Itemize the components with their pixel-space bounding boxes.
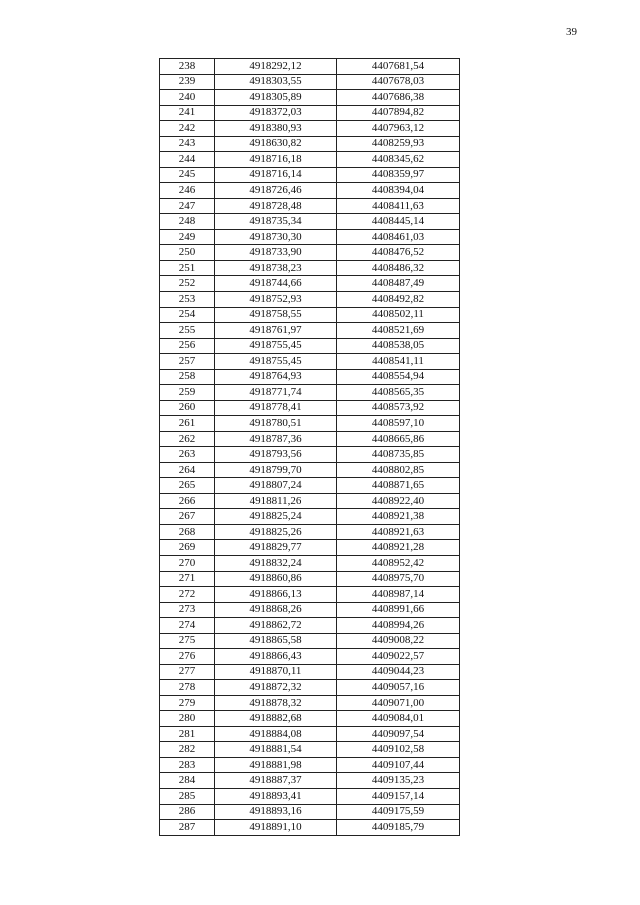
table-row (160, 431, 460, 447)
point-number-cell: 269 (160, 540, 215, 556)
x-coordinate-cell: 4918630,82 (215, 136, 337, 152)
table-row (160, 385, 460, 401)
y-coordinate-cell: 4408461,03 (337, 229, 460, 245)
point-number-cell: 246 (160, 183, 215, 199)
y-coordinate-cell: 4408554,94 (337, 369, 460, 385)
y-coordinate-cell: 4408502,11 (337, 307, 460, 323)
y-coordinate-cell: 4408987,14 (337, 587, 460, 603)
y-coordinate-cell: 4408487,49 (337, 276, 460, 292)
point-number-cell: 247 (160, 198, 215, 214)
x-coordinate-cell: 4918865,58 (215, 633, 337, 649)
table-row (160, 742, 460, 758)
y-coordinate-cell: 4408359,97 (337, 167, 460, 183)
table-row (160, 105, 460, 121)
point-number-cell: 262 (160, 431, 215, 447)
y-coordinate-cell: 4408991,66 (337, 602, 460, 618)
x-coordinate-cell: 4918872,32 (215, 680, 337, 696)
y-coordinate-cell: 4409057,16 (337, 680, 460, 696)
x-coordinate-cell: 4918807,24 (215, 478, 337, 494)
table-row (160, 354, 460, 370)
table-row (160, 183, 460, 199)
table-row (160, 447, 460, 463)
point-number-cell: 283 (160, 757, 215, 773)
x-coordinate-cell: 4918878,32 (215, 695, 337, 711)
point-number-cell: 286 (160, 804, 215, 820)
table-row (160, 323, 460, 339)
table-row (160, 291, 460, 307)
table-row (160, 804, 460, 820)
point-number-cell: 252 (160, 276, 215, 292)
point-number-cell: 265 (160, 478, 215, 494)
x-coordinate-cell: 4918893,41 (215, 788, 337, 804)
table-row (160, 649, 460, 665)
point-number-cell: 251 (160, 260, 215, 276)
y-coordinate-cell: 4408573,92 (337, 400, 460, 416)
point-number-cell: 281 (160, 726, 215, 742)
y-coordinate-cell: 4408486,32 (337, 260, 460, 276)
y-coordinate-cell: 4408735,85 (337, 447, 460, 463)
table-row (160, 602, 460, 618)
y-coordinate-cell: 4409185,79 (337, 820, 460, 836)
table-row (160, 820, 460, 836)
x-coordinate-cell: 4918870,11 (215, 664, 337, 680)
x-coordinate-cell: 4918787,36 (215, 431, 337, 447)
point-number-cell: 243 (160, 136, 215, 152)
point-number-cell: 248 (160, 214, 215, 230)
x-coordinate-cell: 4918755,45 (215, 354, 337, 370)
y-coordinate-cell: 4408476,52 (337, 245, 460, 261)
table-row (160, 307, 460, 323)
table-row (160, 633, 460, 649)
table-row (160, 711, 460, 727)
point-number-cell: 271 (160, 571, 215, 587)
table-row (160, 524, 460, 540)
table-row (160, 478, 460, 494)
x-coordinate-cell: 4918887,37 (215, 773, 337, 789)
table-row (160, 121, 460, 137)
x-coordinate-cell: 4918881,54 (215, 742, 337, 758)
y-coordinate-cell: 4408975,70 (337, 571, 460, 587)
x-coordinate-cell: 4918862,72 (215, 618, 337, 634)
y-coordinate-cell: 4409044,23 (337, 664, 460, 680)
table-row (160, 59, 460, 75)
y-coordinate-cell: 4409084,01 (337, 711, 460, 727)
y-coordinate-cell: 4408492,82 (337, 291, 460, 307)
x-coordinate-cell: 4918716,14 (215, 167, 337, 183)
table-row (160, 229, 460, 245)
x-coordinate-cell: 4918372,03 (215, 105, 337, 121)
x-coordinate-cell: 4918733,90 (215, 245, 337, 261)
table-row (160, 695, 460, 711)
point-number-cell: 240 (160, 90, 215, 106)
y-coordinate-cell: 4407963,12 (337, 121, 460, 137)
x-coordinate-cell: 4918825,24 (215, 509, 337, 525)
point-number-cell: 244 (160, 152, 215, 168)
x-coordinate-cell: 4918380,93 (215, 121, 337, 137)
y-coordinate-cell: 4409175,59 (337, 804, 460, 820)
y-coordinate-cell: 4409107,44 (337, 757, 460, 773)
point-number-cell: 254 (160, 307, 215, 323)
x-coordinate-cell: 4918860,86 (215, 571, 337, 587)
x-coordinate-cell: 4918730,30 (215, 229, 337, 245)
table-row (160, 152, 460, 168)
y-coordinate-cell: 4408921,28 (337, 540, 460, 556)
table-row (160, 664, 460, 680)
point-number-cell: 250 (160, 245, 215, 261)
y-coordinate-cell: 4408445,14 (337, 214, 460, 230)
y-coordinate-cell: 4409102,58 (337, 742, 460, 758)
x-coordinate-cell: 4918771,74 (215, 385, 337, 401)
y-coordinate-cell: 4408665,86 (337, 431, 460, 447)
point-number-cell: 263 (160, 447, 215, 463)
x-coordinate-cell: 4918866,43 (215, 649, 337, 665)
table-row (160, 509, 460, 525)
y-coordinate-cell: 4408952,42 (337, 556, 460, 572)
point-number-cell: 284 (160, 773, 215, 789)
point-number-cell: 272 (160, 587, 215, 603)
y-coordinate-cell: 4409071,00 (337, 695, 460, 711)
y-coordinate-cell: 4408921,63 (337, 524, 460, 540)
table-row (160, 788, 460, 804)
point-number-cell: 287 (160, 820, 215, 836)
point-number-cell: 238 (160, 59, 215, 75)
y-coordinate-cell: 4408521,69 (337, 323, 460, 339)
x-coordinate-cell: 4918758,55 (215, 307, 337, 323)
point-number-cell: 255 (160, 323, 215, 339)
point-number-cell: 245 (160, 167, 215, 183)
y-coordinate-cell: 4408411,63 (337, 198, 460, 214)
table-row (160, 680, 460, 696)
table-row (160, 587, 460, 603)
point-number-cell: 259 (160, 385, 215, 401)
point-number-cell: 267 (160, 509, 215, 525)
coordinates-table (159, 58, 460, 836)
table-row (160, 618, 460, 634)
point-number-cell: 268 (160, 524, 215, 540)
x-coordinate-cell: 4918764,93 (215, 369, 337, 385)
x-coordinate-cell: 4918825,26 (215, 524, 337, 540)
coordinates-table-body (160, 59, 460, 836)
table-row (160, 136, 460, 152)
page-number: 39 (566, 26, 577, 38)
point-number-cell: 278 (160, 680, 215, 696)
x-coordinate-cell: 4918292,12 (215, 59, 337, 75)
point-number-cell: 276 (160, 649, 215, 665)
point-number-cell: 242 (160, 121, 215, 137)
x-coordinate-cell: 4918882,68 (215, 711, 337, 727)
y-coordinate-cell: 4409135,23 (337, 773, 460, 789)
x-coordinate-cell: 4918305,89 (215, 90, 337, 106)
x-coordinate-cell: 4918866,13 (215, 587, 337, 603)
x-coordinate-cell: 4918738,23 (215, 260, 337, 276)
y-coordinate-cell: 4407681,54 (337, 59, 460, 75)
point-number-cell: 282 (160, 742, 215, 758)
table-row (160, 571, 460, 587)
point-number-cell: 258 (160, 369, 215, 385)
x-coordinate-cell: 4918752,93 (215, 291, 337, 307)
y-coordinate-cell: 4407678,03 (337, 74, 460, 90)
y-coordinate-cell: 4408802,85 (337, 462, 460, 478)
point-number-cell: 275 (160, 633, 215, 649)
x-coordinate-cell: 4918893,16 (215, 804, 337, 820)
x-coordinate-cell: 4918761,97 (215, 323, 337, 339)
table-row (160, 757, 460, 773)
x-coordinate-cell: 4918716,18 (215, 152, 337, 168)
table-row (160, 214, 460, 230)
table-row (160, 198, 460, 214)
point-number-cell: 270 (160, 556, 215, 572)
point-number-cell: 266 (160, 493, 215, 509)
y-coordinate-cell: 4408565,35 (337, 385, 460, 401)
table-row (160, 74, 460, 90)
point-number-cell: 256 (160, 338, 215, 354)
table-row (160, 556, 460, 572)
point-number-cell: 239 (160, 74, 215, 90)
x-coordinate-cell: 4918884,08 (215, 726, 337, 742)
table-row (160, 167, 460, 183)
y-coordinate-cell: 4408994,26 (337, 618, 460, 634)
y-coordinate-cell: 4408921,38 (337, 509, 460, 525)
x-coordinate-cell: 4918868,26 (215, 602, 337, 618)
x-coordinate-cell: 4918728,48 (215, 198, 337, 214)
table-row (160, 416, 460, 432)
y-coordinate-cell: 4408871,65 (337, 478, 460, 494)
point-number-cell: 280 (160, 711, 215, 727)
x-coordinate-cell: 4918744,66 (215, 276, 337, 292)
table-row (160, 338, 460, 354)
x-coordinate-cell: 4918799,70 (215, 462, 337, 478)
y-coordinate-cell: 4408259,93 (337, 136, 460, 152)
y-coordinate-cell: 4408394,04 (337, 183, 460, 199)
y-coordinate-cell: 4407894,82 (337, 105, 460, 121)
point-number-cell: 249 (160, 229, 215, 245)
x-coordinate-cell: 4918755,45 (215, 338, 337, 354)
table-row (160, 540, 460, 556)
point-number-cell: 273 (160, 602, 215, 618)
y-coordinate-cell: 4408538,05 (337, 338, 460, 354)
y-coordinate-cell: 4407686,38 (337, 90, 460, 106)
table-row (160, 260, 460, 276)
table-row (160, 462, 460, 478)
table-row (160, 726, 460, 742)
table-row (160, 773, 460, 789)
point-number-cell: 253 (160, 291, 215, 307)
x-coordinate-cell: 4918829,77 (215, 540, 337, 556)
y-coordinate-cell: 4409022,57 (337, 649, 460, 665)
point-number-cell: 241 (160, 105, 215, 121)
x-coordinate-cell: 4918891,10 (215, 820, 337, 836)
y-coordinate-cell: 4409157,14 (337, 788, 460, 804)
y-coordinate-cell: 4408345,62 (337, 152, 460, 168)
table-row (160, 369, 460, 385)
x-coordinate-cell: 4918778,41 (215, 400, 337, 416)
x-coordinate-cell: 4918780,51 (215, 416, 337, 432)
point-number-cell: 260 (160, 400, 215, 416)
point-number-cell: 261 (160, 416, 215, 432)
x-coordinate-cell: 4918793,56 (215, 447, 337, 463)
table-row (160, 90, 460, 106)
x-coordinate-cell: 4918881,98 (215, 757, 337, 773)
table-row (160, 400, 460, 416)
point-number-cell: 279 (160, 695, 215, 711)
table-row (160, 276, 460, 292)
x-coordinate-cell: 4918735,34 (215, 214, 337, 230)
point-number-cell: 257 (160, 354, 215, 370)
y-coordinate-cell: 4408597,10 (337, 416, 460, 432)
y-coordinate-cell: 4408922,40 (337, 493, 460, 509)
point-number-cell: 274 (160, 618, 215, 634)
x-coordinate-cell: 4918303,55 (215, 74, 337, 90)
y-coordinate-cell: 4408541,11 (337, 354, 460, 370)
table-row (160, 493, 460, 509)
x-coordinate-cell: 4918811,26 (215, 493, 337, 509)
point-number-cell: 285 (160, 788, 215, 804)
y-coordinate-cell: 4409008,22 (337, 633, 460, 649)
point-number-cell: 277 (160, 664, 215, 680)
point-number-cell: 264 (160, 462, 215, 478)
x-coordinate-cell: 4918726,46 (215, 183, 337, 199)
table-row (160, 245, 460, 261)
y-coordinate-cell: 4409097,54 (337, 726, 460, 742)
x-coordinate-cell: 4918832,24 (215, 556, 337, 572)
